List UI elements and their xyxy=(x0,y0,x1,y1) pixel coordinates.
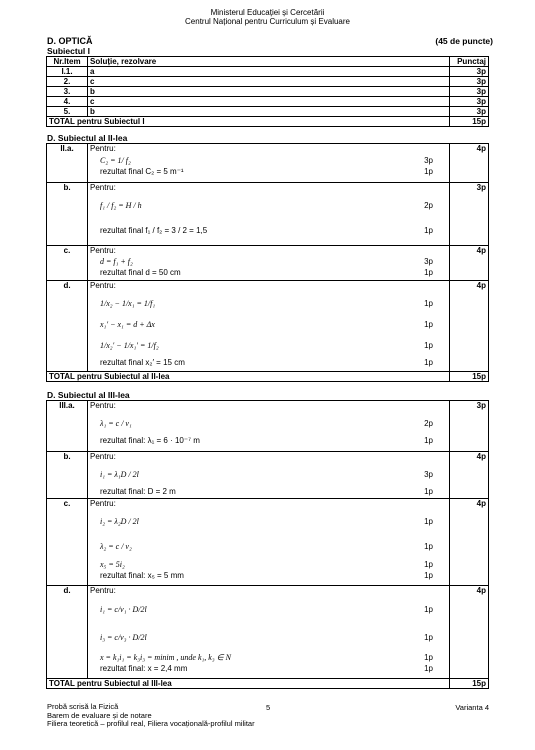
item-number: I.1. xyxy=(47,67,88,77)
line-points: 3p xyxy=(424,469,433,479)
total-row xyxy=(47,372,489,382)
item-number: III.a. xyxy=(47,401,88,452)
total-points: 15p xyxy=(450,679,489,689)
line-points: 1p xyxy=(424,298,433,308)
final-result: rezultat final: D = 2 m xyxy=(100,487,176,496)
item-number: c. xyxy=(47,246,88,281)
item-number: 3. xyxy=(47,87,88,97)
line-points: 1p xyxy=(424,632,433,642)
center-line: Centrul Național pentru Curriculum și Evaluare xyxy=(185,17,350,26)
item-answer: b xyxy=(88,87,450,97)
solution-line: Pentru: xyxy=(90,281,116,290)
item-points: 4p xyxy=(450,452,489,499)
final-result: rezultat final: x = 2,4 mm xyxy=(100,664,188,673)
line-points: 1p xyxy=(424,560,433,569)
final-result: rezultat final d = 50 cm xyxy=(100,268,181,277)
item-answer: a xyxy=(88,67,450,77)
col-points-header: Punctaj xyxy=(450,57,489,67)
final-result: rezultat final: x₅ = 5 mm xyxy=(100,571,184,580)
line-points: 2p xyxy=(424,418,433,428)
final-result: rezultat final: λ₁ = 6 · 10⁻⁷ m xyxy=(100,436,200,445)
solution-line: Pentru: xyxy=(90,452,116,461)
final-result: rezultat final C₂ = 5 m⁻¹ xyxy=(100,167,184,176)
solution-line: Pentru: xyxy=(90,183,116,192)
section-points: (45 de puncte) xyxy=(435,36,493,46)
item-number: b. xyxy=(47,183,88,246)
line-points: 1p xyxy=(424,268,433,277)
page-number: 5 xyxy=(266,703,271,712)
formula: f₁ / f₂ = H / h xyxy=(100,200,142,210)
table-row xyxy=(47,107,489,117)
col-solution-header: Soluție, rezolvare xyxy=(88,57,450,67)
item-points: 4p xyxy=(450,281,489,372)
item-solution xyxy=(88,499,450,586)
footer-barem: Barem de evaluare și de notare xyxy=(47,710,152,720)
formula: x₅ = 5i₂ xyxy=(100,560,125,569)
formula: x₁′ − x₁ = d + Δx xyxy=(100,319,155,329)
item-solution xyxy=(88,281,450,372)
formula: C₂ = 1/ f₂ xyxy=(100,155,131,165)
solution-line: Pentru: xyxy=(90,401,116,410)
table-row xyxy=(47,77,489,87)
table-row xyxy=(47,246,489,281)
item-number: b. xyxy=(47,452,88,499)
formula: i₁ = λ₁D / 2l xyxy=(100,469,139,479)
item-points: 3p xyxy=(450,77,489,87)
item-answer: c xyxy=(88,77,450,87)
subject1-title: Subiectul I xyxy=(47,46,90,56)
total-points: 15p xyxy=(450,372,489,382)
item-number: II.a. xyxy=(47,144,88,183)
table-row xyxy=(47,586,489,679)
table-row xyxy=(47,97,489,107)
table-row xyxy=(47,87,489,97)
total-points: 15p xyxy=(450,117,489,127)
formula: 1/x₂ − 1/x₁ = 1/f₁ xyxy=(100,298,156,308)
line-points: 1p xyxy=(424,167,433,176)
line-points: 3p xyxy=(424,155,433,165)
item-points: 3p xyxy=(450,183,489,246)
page-footer xyxy=(47,703,255,729)
formula: λ₁ = c / ν₁ xyxy=(100,418,132,428)
line-points: 1p xyxy=(424,340,433,350)
table-row xyxy=(47,183,489,246)
item-points: 3p xyxy=(450,107,489,117)
item-solution xyxy=(88,144,450,183)
table-row xyxy=(47,401,489,452)
line-points: 1p xyxy=(424,604,433,614)
line-points: 1p xyxy=(424,487,433,496)
total-label: TOTAL pentru Subiectul al II-lea xyxy=(47,372,450,382)
section-title: D. OPTICĂ xyxy=(47,36,93,46)
col-item-header: Nr.Item xyxy=(47,57,88,67)
item-number: 2. xyxy=(47,77,88,87)
item-answer: c xyxy=(88,97,450,107)
item-points: 4p xyxy=(450,499,489,586)
item-solution xyxy=(88,401,450,452)
table-row xyxy=(47,144,489,183)
line-points: 1p xyxy=(424,571,433,580)
final-result: rezultat final f₁ / f₂ = 3 / 2 = 1,5 xyxy=(100,225,208,235)
footer-exam: Probă scrisă la Fizică xyxy=(47,702,119,711)
item-points: 4p xyxy=(450,144,489,183)
solution-line: Pentru: xyxy=(90,246,116,255)
table-row xyxy=(47,452,489,499)
item-answer: b xyxy=(88,107,450,117)
subject3-table xyxy=(46,400,489,689)
item-solution xyxy=(88,183,450,246)
table-row xyxy=(47,499,489,586)
solution-line: Pentru: xyxy=(90,586,116,595)
footer-filiera: Filiera teoretică – profilul real, Filiera vocațională-profilul militar xyxy=(47,719,255,728)
item-number: 4. xyxy=(47,97,88,107)
table-row xyxy=(47,67,489,77)
line-points: 3p xyxy=(424,257,433,266)
item-points: 3p xyxy=(450,401,489,452)
line-points: 1p xyxy=(424,319,433,329)
subject2-title: D. Subiectul al II-lea xyxy=(47,133,128,143)
variant-label: Varianta 4 xyxy=(455,703,489,712)
line-points: 1p xyxy=(424,358,433,367)
total-row xyxy=(47,117,489,127)
item-number: d. xyxy=(47,281,88,372)
formula: λ₂ = c / ν₂ xyxy=(100,541,132,551)
total-label: TOTAL pentru Subiectul al III-lea xyxy=(47,679,450,689)
item-solution xyxy=(88,586,450,679)
item-points: 4p xyxy=(450,586,489,679)
formula: i₂ = λ₂D / 2l xyxy=(100,516,139,526)
formula: i₁ = c/ν₁ · D/2l xyxy=(100,604,147,614)
item-solution xyxy=(88,452,450,499)
subject1-table xyxy=(46,56,489,127)
final-result: rezultat final x₂′ = 15 cm xyxy=(100,358,185,367)
item-points: 3p xyxy=(450,67,489,77)
total-row xyxy=(47,679,489,689)
solution-line: Pentru: xyxy=(90,499,116,508)
formula: 1/x₂′ − 1/x₁′ = 1/f₂ xyxy=(100,340,159,350)
table-row xyxy=(47,281,489,372)
item-points: 3p xyxy=(450,97,489,107)
page-header xyxy=(0,8,535,26)
total-label: TOTAL pentru Subiectul I xyxy=(47,117,450,127)
subject3-title: D. Subiectul al III-lea xyxy=(47,390,130,400)
formula: x = k₁i₁ = k₃i₃ = minim , unde k₁, k₃ ∈ N xyxy=(100,653,231,662)
formula: i₃ = c/ν₃ · D/2l xyxy=(100,632,147,642)
line-points: 1p xyxy=(424,225,433,235)
line-points: 2p xyxy=(424,200,433,210)
solution-line: Pentru: xyxy=(90,144,116,153)
subject2-table xyxy=(46,143,489,382)
item-points: 4p xyxy=(450,246,489,281)
item-number: c. xyxy=(47,499,88,586)
item-solution xyxy=(88,246,450,281)
line-points: 1p xyxy=(424,516,433,526)
line-points: 1p xyxy=(424,653,433,662)
table-header-row xyxy=(47,57,489,67)
line-points: 1p xyxy=(424,436,433,445)
item-points: 3p xyxy=(450,87,489,97)
line-points: 1p xyxy=(424,541,433,551)
line-points: 1p xyxy=(424,664,433,673)
item-number: d. xyxy=(47,586,88,679)
item-number: 5. xyxy=(47,107,88,117)
ministry-line: Ministerul Educației și Cercetării xyxy=(210,8,325,17)
formula: d = f₁ + f₂ xyxy=(100,257,133,266)
